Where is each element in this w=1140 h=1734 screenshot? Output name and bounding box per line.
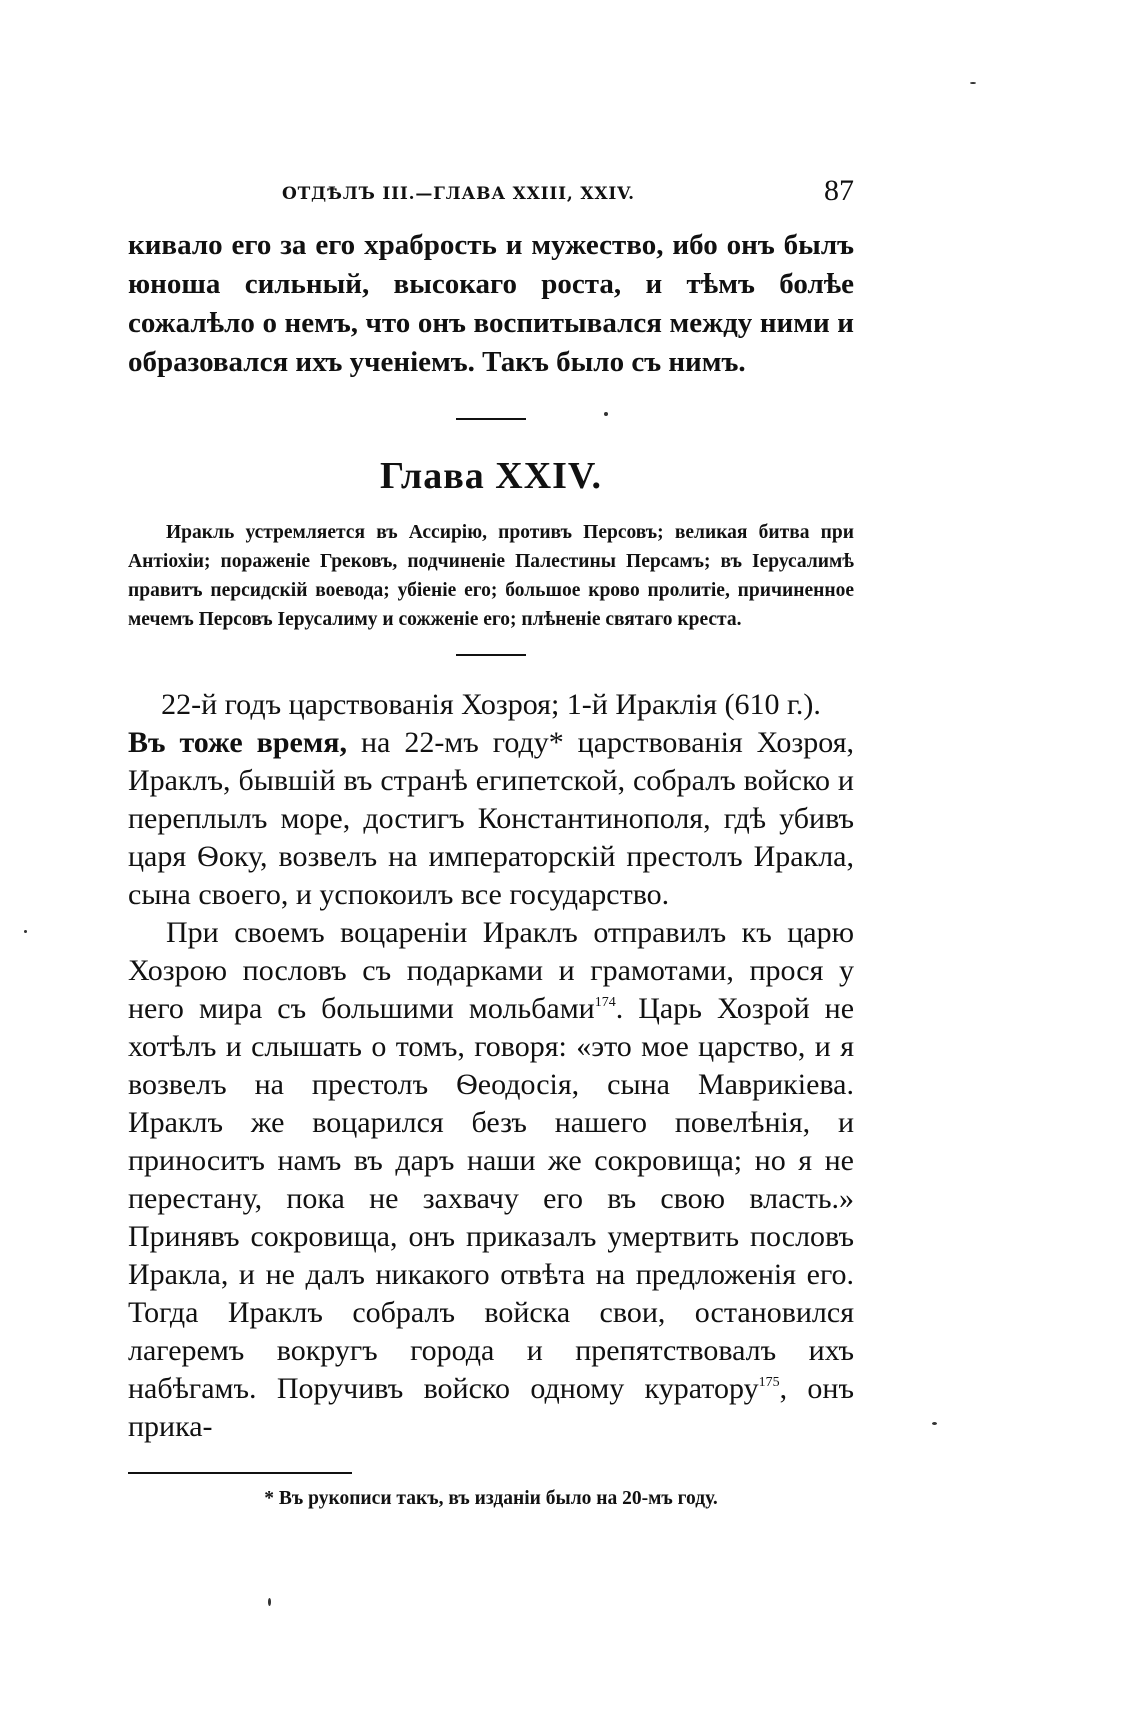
paragraph-1 xyxy=(128,724,854,914)
print-speck xyxy=(932,1422,937,1425)
running-title: ОТДѢЛЪ III.—ГЛАВА XXIII, XXIV. xyxy=(282,184,635,204)
book-page xyxy=(128,170,854,1510)
body-text xyxy=(128,686,854,1446)
print-speck xyxy=(970,82,976,84)
paragraph-2-text-a: При своемъ воцареніи Ираклъ отправилъ къ царю Хозрою пословъ съ подарками и грамотами, прося у него мира съ большими мольбами xyxy=(128,916,854,1025)
paragraph-2-text-b: . Царь Хозрой не хотѣлъ и слышать о томъ, говоря: «это мое царство, и я возвелъ на престолъ Ѳеодосія, сына Маврикіева. Ираклъ же воцарился безъ нашего повелѣнія, и приноситъ намъ въ даръ наши же сокровища; но я не перестану, пока не захвачу его въ свою власть.» Принявъ сокровища, онъ приказалъ умертвить пословъ Иракла, и не далъ никакого отвѣта на предложенія его. Тогда Ираклъ собралъ войска свои, остановился лагеремъ вокругъ города и препятствовалъ ихъ набѣгамъ. Поручивъ войско одному куратору xyxy=(128,992,855,1405)
paragraph-2-text-c: , онъ прика- xyxy=(128,1372,855,1443)
footnote: * Въ рукописи такъ, въ изданіи было на 20-мъ году. xyxy=(264,1488,718,1509)
note-ref-175: 175 xyxy=(758,1375,780,1390)
divider-rule xyxy=(456,654,526,656)
chapter-title: Глава XXIV. xyxy=(380,455,602,497)
print-speck xyxy=(268,1598,271,1606)
paragraph-1-text: на 22-мъ году* царствованія Хозроя, Ираклъ, бывшій въ странѣ египетской, собралъ войско и переплылъ море, достигъ Константинополя, гдѣ убивъ царя Ѳоку, возвелъ на императорскій престолъ Иракла, сына своего, и успокоилъ все государство. xyxy=(128,726,855,911)
paragraph-2 xyxy=(128,914,854,1446)
divider-rule xyxy=(456,418,526,420)
chapter-summary: Иракль устремляется въ Ассирію, противъ Персовъ; великая битва при Антіохіи; пораженіе Грековъ, подчиненіе Палестины Персамъ; въ Іерусалимѣ правитъ персидскій воевода; убіеніе его; большое крово пролитіе, причиненное мечемъ Персовъ Іерусалиму и сожженіе его; плѣненіе святаго креста. xyxy=(128,522,854,630)
page-number: 87 xyxy=(824,174,854,207)
running-head xyxy=(128,170,854,216)
footnote-rule xyxy=(128,1472,352,1474)
continuation-paragraph: кивало его за его храбрость и мужество, ибо онъ былъ юноша сильный, высокаго роста, и тѣмъ болѣе сожалѣло о немъ, что онъ воспитывался между ними и образовался ихъ ученіемъ. Такъ было съ нимъ. xyxy=(128,229,854,378)
year-line: 22-й годъ царствованія Хозроя; 1-й Ираклія (610 г.). xyxy=(161,688,821,721)
print-speck xyxy=(24,930,27,933)
paragraph-1-lead: Въ тоже время, xyxy=(128,726,348,759)
print-speck xyxy=(604,412,608,416)
note-ref-174: 174 xyxy=(594,995,616,1010)
